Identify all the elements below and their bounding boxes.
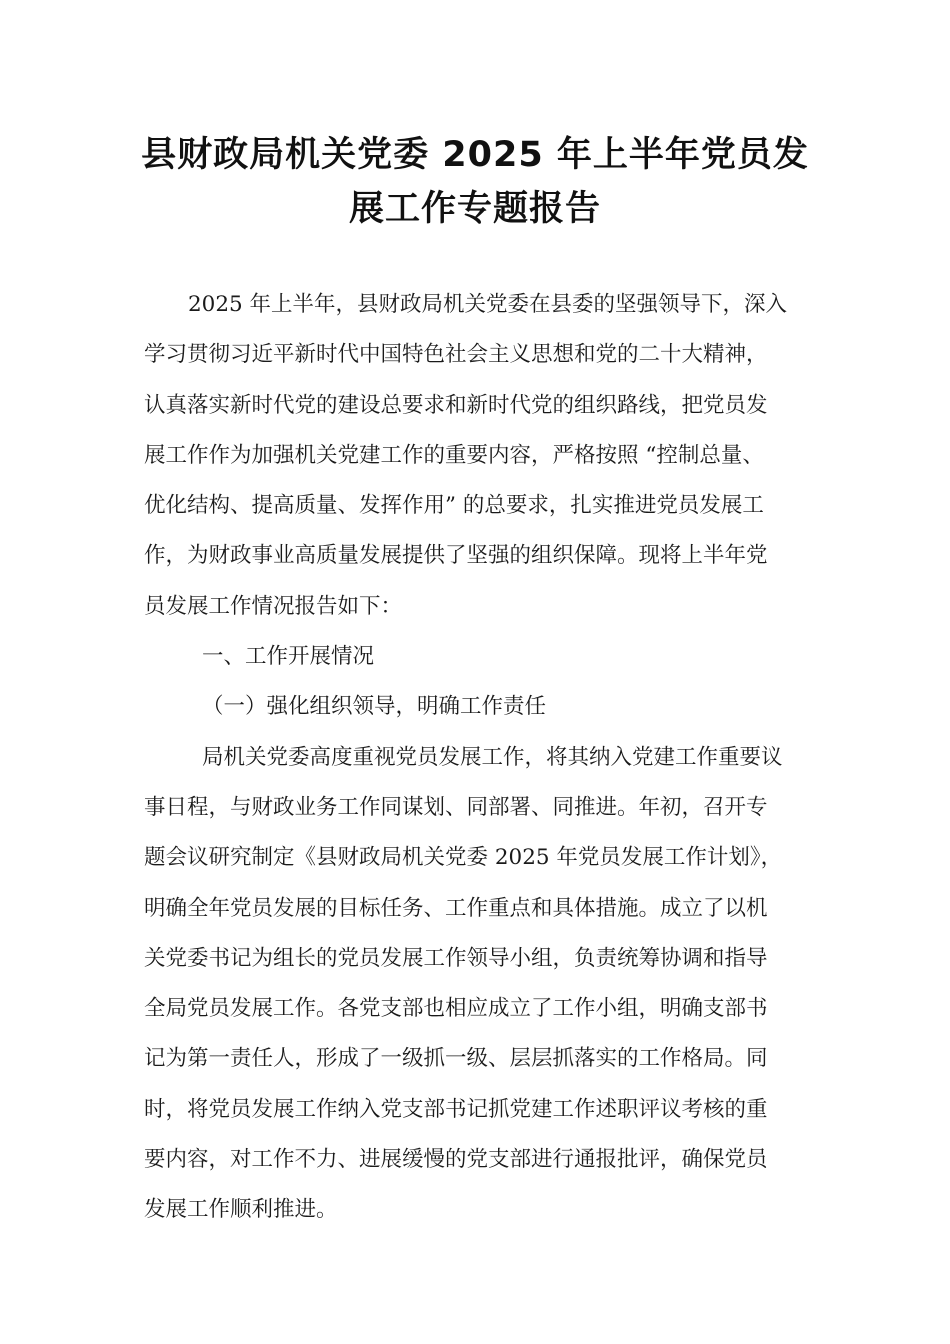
body-text-line: 全局党员发展工作。各党支部也相应成立了工作小组，明确支部书	[144, 996, 768, 1022]
body-text-line: 学习贯彻习近平新时代中国特色社会主义思想和党的二十大精神，	[144, 342, 768, 368]
body-text-line: 2025 年上半年，县财政局机关党委在县委的坚强领导下，深入	[188, 292, 788, 317]
body-text-line: 事日程，与财政业务工作同谋划、同部署、同推进。年初，召开专	[144, 794, 768, 820]
body-text-line: 作，为财政事业高质量发展提供了坚强的组织保障。现将上半年党	[144, 543, 768, 569]
body-text-line: 一、工作开展情况	[202, 644, 375, 670]
body-text-line: 优化结构、提高质量、发挥作用” 的总要求，扎实推进党员发展工	[144, 493, 764, 519]
title-line-1: 县财政局机关党委 2025 年上半年党员发	[141, 135, 809, 175]
body-text-line: 认真落实新时代党的建设总要求和新时代党的组织路线，把党员发	[144, 392, 768, 418]
document-body	[144, 280, 834, 1236]
body-text-line: 题会议研究制定《县财政局机关党委 2025 年党员发展工作计划》，	[144, 845, 783, 871]
title-line-2: 展工作专题报告	[348, 189, 601, 229]
body-text-line: 员发展工作情况报告如下：	[144, 593, 403, 619]
body-text-line: 发展工作顺利推进。	[144, 1197, 338, 1223]
body-text-line: 要内容，对工作不力、进展缓慢的党支部进行通报批评，确保党员	[144, 1147, 768, 1173]
body-text-line: 明确全年党员发展的目标任务、工作重点和具体措施。成立了以机	[144, 895, 768, 921]
body-text-line: 时，将党员发展工作纳入党支部书记抓党建工作述职评议考核的重	[144, 1096, 768, 1122]
body-text-line: 关党委书记为组长的党员发展工作领导小组，负责统筹协调和指导	[144, 945, 768, 971]
document-title	[120, 128, 830, 236]
body-text-line: 局机关党委高度重视党员发展工作，将其纳入党建工作重要议	[202, 744, 783, 770]
body-text-line: 展工作作为加强机关党建工作的重要内容，严格按照 “控制总量、	[144, 442, 764, 468]
body-text-line: （一）强化组织领导，明确工作责任	[202, 694, 547, 720]
body-text-line: 记为第一责任人，形成了一级抓一级、层层抓落实的工作格局。同	[144, 1046, 768, 1072]
